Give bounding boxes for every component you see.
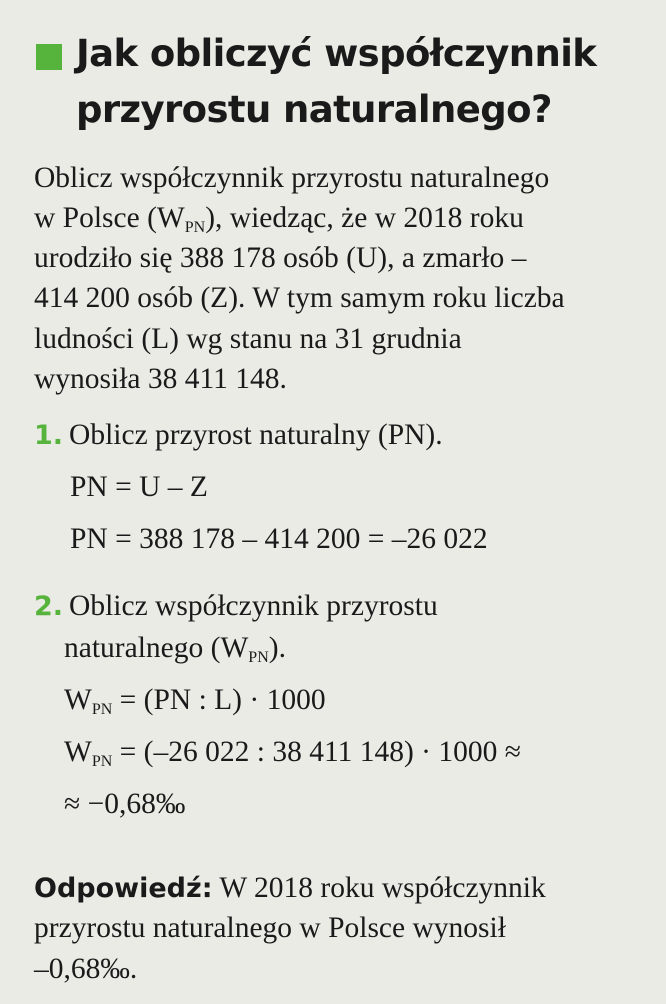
step-2-formula (64, 686, 326, 716)
step-2-calculation (64, 738, 521, 768)
answer-line-1 (34, 874, 546, 904)
title-line-1: Jak obliczyć współczynnik (76, 32, 597, 75)
step-2-number: 2. (34, 591, 64, 622)
step-2-subscript: PN (248, 649, 269, 666)
step-1-formula: PN = U – Z (70, 471, 208, 503)
step-2-text-2b: ). (268, 632, 286, 664)
intro-line-4: 414 200 osób (Z). W tym samym roku liczba (34, 282, 565, 314)
intro-line-3: urodziło się 388 178 osób (U), a zmarło – (34, 242, 527, 274)
step-2-heading (34, 592, 438, 622)
answer-line-3: –0,68‰. (34, 953, 138, 985)
formula-w-sub: PN (91, 701, 113, 718)
title-line-2: przyrostu naturalnego? (76, 88, 552, 131)
intro-line-5: ludności (L) wg stanu na 31 grudnia (34, 323, 462, 355)
answer-line-2: przyrostu naturalnego w Polsce wynosił (34, 912, 506, 944)
step-1-heading (34, 421, 443, 451)
step-2-result: ≈ −0,68‰ (64, 788, 186, 820)
answer-text-1: W 2018 roku współczynnik (212, 872, 546, 904)
step-2-heading-cont (64, 634, 286, 664)
intro-line-2-b: ), wiedząc, że w 2018 roku (205, 202, 524, 234)
step-2-text-1: Oblicz współczynnik przyrostu (69, 590, 438, 622)
intro-line-6: wynosiła 38 411 148. (34, 363, 287, 395)
intro-subscript: PN (184, 219, 206, 236)
formula-w: W (64, 684, 92, 716)
calc-w: W (64, 736, 92, 768)
intro-line-1: Oblicz współczynnik przyrostu naturalnego (34, 162, 550, 194)
square-bullet-icon (36, 44, 62, 70)
answer-label: Odpowiedź: (34, 873, 213, 904)
calc-rest: = (–26 022 : 38 411 148) · 1000 ≈ (112, 736, 521, 768)
step-1-number: 1. (34, 420, 64, 451)
intro-line-2 (34, 204, 524, 234)
step-1-text: Oblicz przyrost naturalny (PN). (69, 419, 443, 451)
step-1-calculation: PN = 388 178 – 414 200 = –26 022 (70, 523, 488, 555)
intro-line-2-a: w Polsce (W (34, 202, 185, 234)
calc-w-sub: PN (91, 753, 113, 770)
step-2-text-2a: naturalnego (W (64, 632, 249, 664)
formula-rest: = (PN : L) · 1000 (112, 684, 326, 716)
